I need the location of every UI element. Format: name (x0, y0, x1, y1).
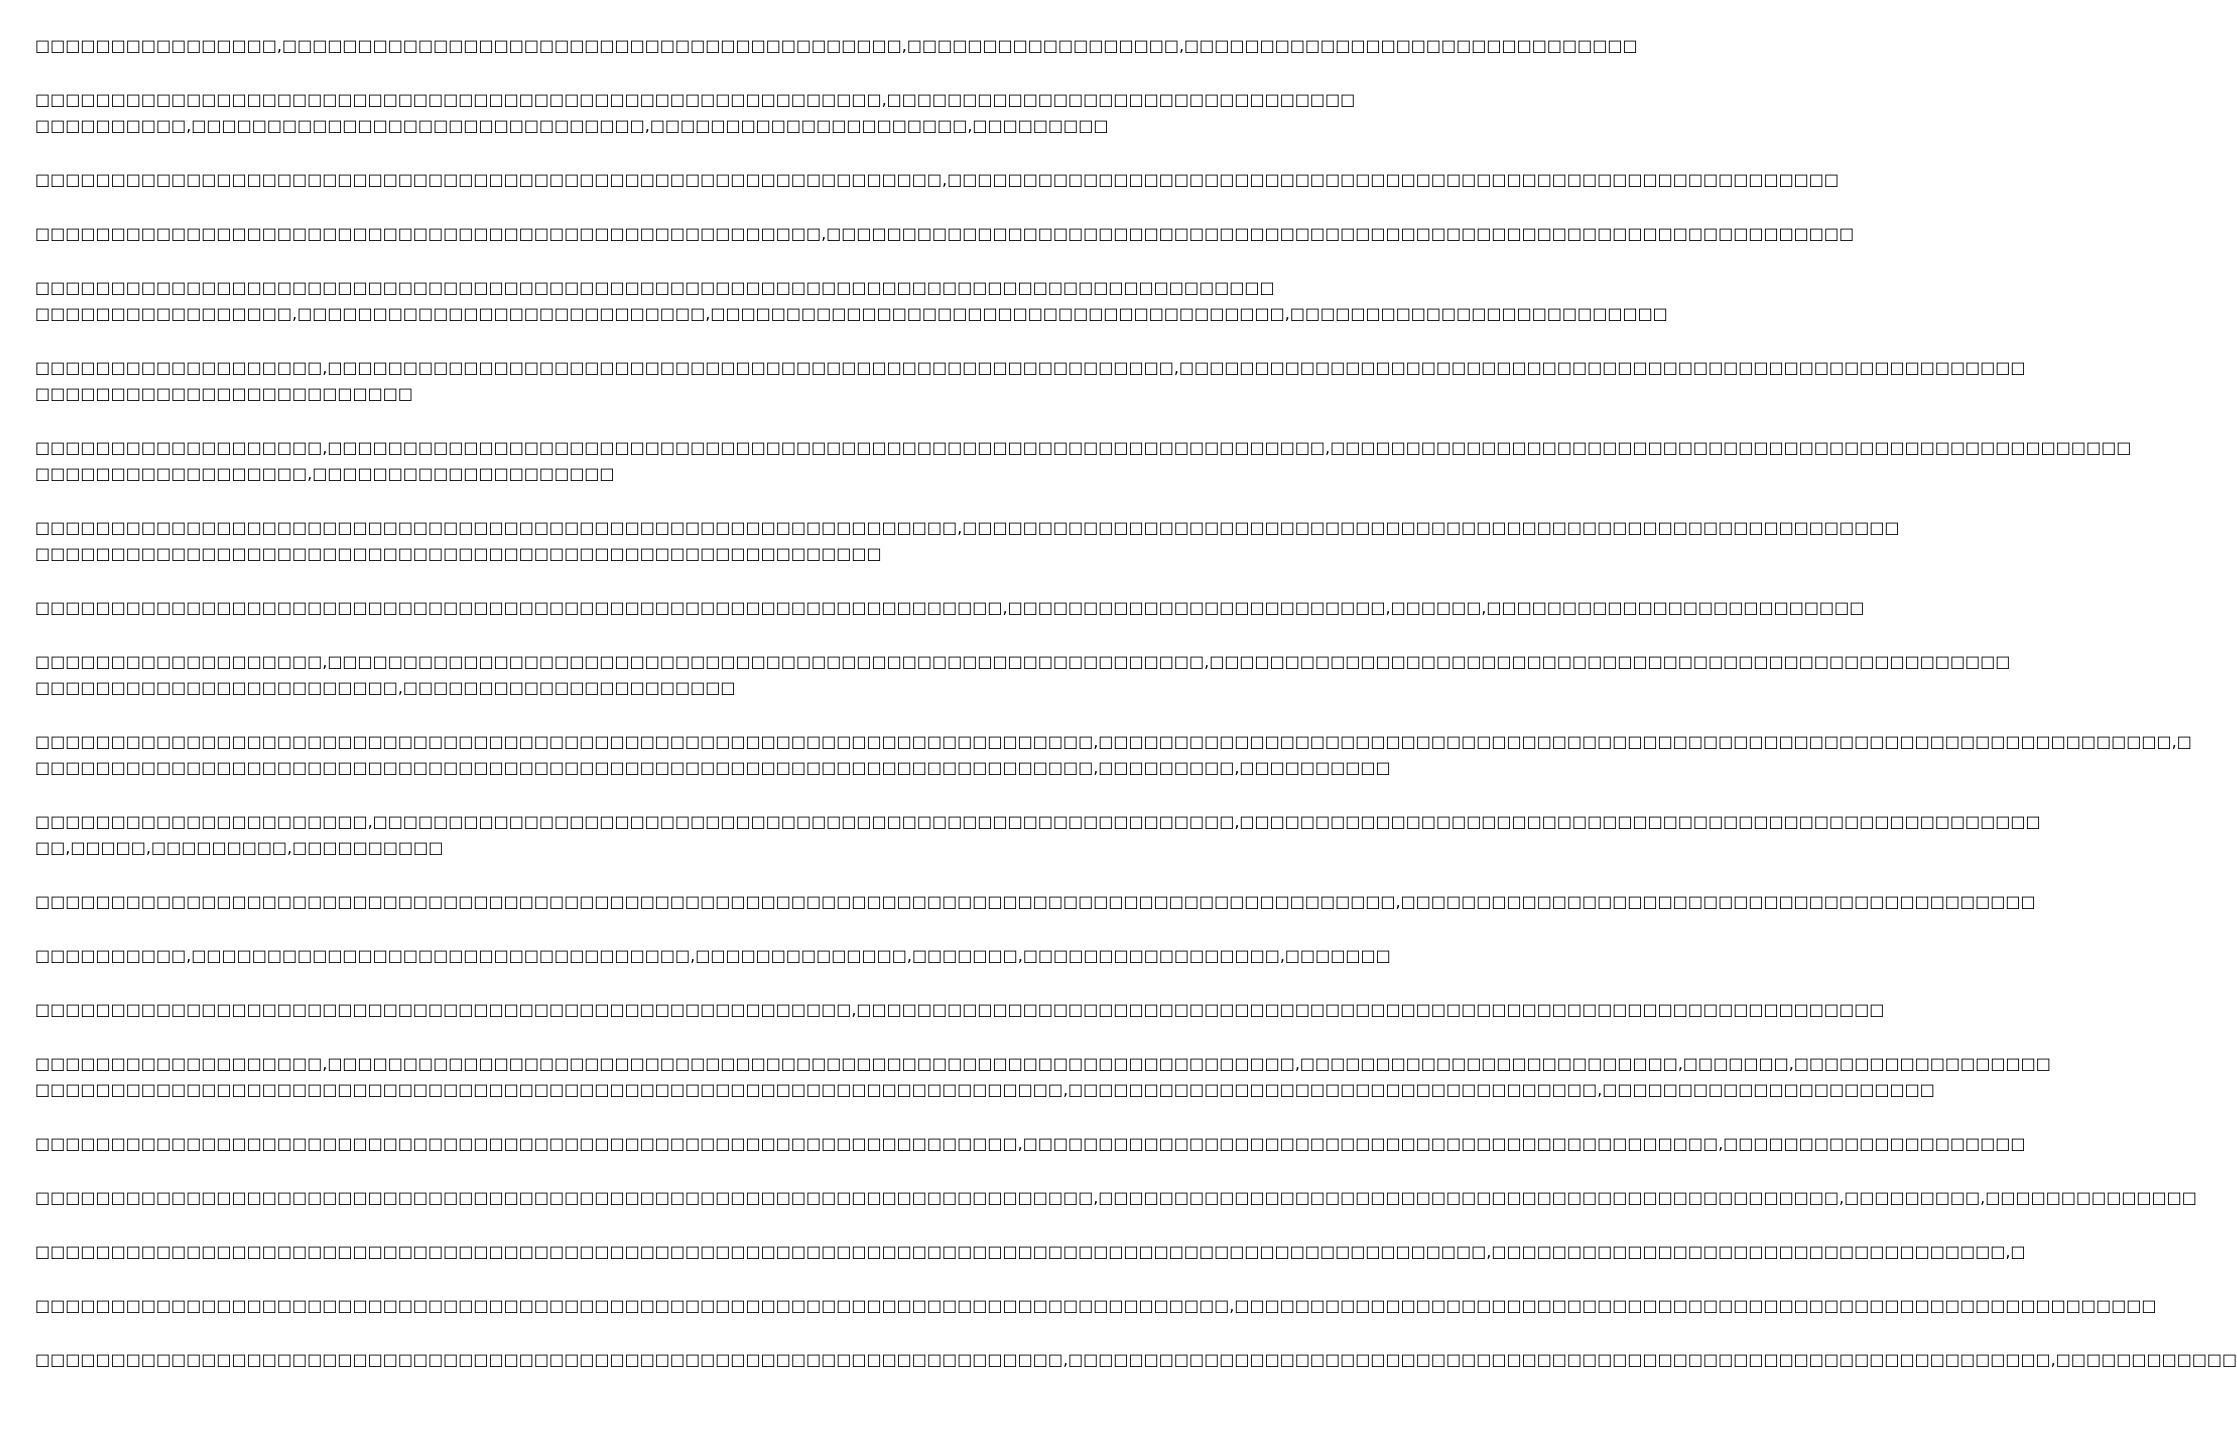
paragraph-line: □□□□□□□□□□□□□□□□□□□,□□□□□□□□□□□□□□□□□□□□□□□□□□□□□□□□□□□□□□□□□□□□□□□□□□□□□□□□□□□□□□□□,□□□□□□□□□□□□□□□□□□□□□□□□□,□□□□□□□,□□□□□□□□□□□□□□□□□ (35, 1054, 2051, 1073)
paragraph-line: □□□□□□□□□□□□□□□□□□□□□□□□□□□□□□□□□□□□□□□□□□□□□□□□□□□□□□□□□□□□□□□□□□□□□□□□□□□□□□□,□□□□□□□□□□□□□□□□□□□□□□□□□□□□□□□□□□□□□□□□□□□□□□□□□□□□□□□□□□□□□ (35, 1296, 2157, 1315)
paragraph-8 (35, 515, 1900, 567)
paragraph-line: □□□□□□□□□□□□□□□□□□□□□□□□□□□□□□□□□□□□□□□□□□□□□□□□□□□□□□□□□□□□□□□□□□□□,□□□□□□□□□□□□□□□□□□□□□□□□□□□□□□□□□□□□□□□□□□□□□□□□□□□□□□□□□□□□□□□□□,□□□□□□□□□□□□ (35, 1350, 2237, 1369)
paragraph-line: □□□□□□□□□□□□□□□□□□□□□□□□□□□□□□□□□□□□□□□□□□□□□□□□□□□□□□□□□□□□,□□□□□□□□□□□□□□□□□□□□□□□□□□□□□□□□□□□□□□□□□□□□□□□□□□□□□□□□□□□ (35, 170, 1840, 189)
paragraph-line: □□□□□□□□□□□□□□□□□□□□□□□□,□□□□□□□□□□□□□□□□□□□□□□ (35, 678, 736, 697)
paragraph-line: □□□□□□□□□□□□□□□□□□□□□□,□□□□□□□□□□□□□□□□□□□□□□□□□□□□□□□□□□□□□□□□□□□□□□□□□□□□□□□□□,□□□□□□□□□□□□□□□□□□□□□□□□□□□□□□□□□□□□□□□□□□□□□□□□□□□□□ (35, 812, 2041, 831)
paragraph-5 (35, 275, 1668, 327)
paragraph-line: □□□□□□□□□□□□□□□□□□□□□□□□□□□□□□□□□□□□□□□□□□□□□□□□□□□□□□,□□□□□□□□□□□□□□□□□□□□□□□□□□□□□□□□□□□□□□□□□□□□□□□□□□□□□□□□□□□□□□□□□□□□ (35, 1000, 1885, 1019)
paragraph-line: □□□□□□□□□□□□□□□□□□□□□□□□□□□□□□□□□□□□□□□□□□□□□□□□□□□□□□□□□□□□□□□□□□□□□□,□□□□□□□□□□□□□□□□□□□□□□□□□□□□□□□□□□□□□□□□□□□□□□□□□□□□□□□□□□□□□□□□□□□□□□□,□ (35, 732, 2192, 751)
paragraph-line: □□□□□□□□□□□□□□□□□□□□□□□□□□□□□□□□□□□□□□□□□□□□□□□□□□□□,□□□□□□□□□□□□□□□□□□□□□□□□□□□□□□□□□□□□□□□□□□□□□□□□□□□□□□□□□□□□□□□□□□□□ (35, 224, 1855, 243)
paragraph-line: □□□□□□□□□□□□□□□□□□□□□□□□□□□□□□□□□□□□□□□□□□□□□□□□□□□□□□□□□□□□□□□□□□□□□□□□□□□□□□□□□□□□□□□□□□,□□□□□□□□□□□□□□□□□□□□□□□□□□□□□□□□□□□□□□□□□□ (35, 892, 2036, 911)
paragraph-line: □□□□□□□□□□□□□□□□□,□□□□□□□□□□□□□□□□□□□□□□□□□□□,□□□□□□□□□□□□□□□□□□□□□□□□□□□□□□□□□□□□□□,□□□□□□□□□□□□□□□□□□□□□□□□□ (35, 304, 1668, 323)
paragraph-line: □□□□□□□□□□□□□□□□□□□□□□□□□□□□□□□□□□□□□□□□□□□□□□□□□□□□□□□□□□□□□□□□□□□□□□□□□□□□□□□□□□□□□□□□□□□□□□□□,□□□□□□□□□□□□□□□□□□□□□□□□□□□□□□□□□□,□ (35, 1242, 2026, 1261)
paragraph-line: □□□□□□□□□□□□□□□□□□□□□□□□□ (35, 384, 413, 403)
paragraph-line: □□□□□□□□□□□□□□□□□□□□□□□□□□□□□□□□□□□□□□□□□□□□□□□□□□□□□□□□□□□□□,□□□□□□□□□□□□□□□□□□□□□□□□□□□□□□□□□□□□□□□□□□□□□□□□□□□□□□□□□□□□□□ (35, 518, 1900, 537)
paragraph-line: □□□□□□□□□□□□□□□□□□□□□□□□□□□□□□□□□□□□□□□□□□□□□□□□□□□□□□□□□□□□□□□□□,□□□□□□□□□□□□□□□□□□□□□□□□□□□□□□□□□□□□□□□□□□□□□□,□□□□□□□□□□□□□□□□□□□□ (35, 1134, 2026, 1153)
paragraph-line: □□□□□□□□□□□□□□□□□□□,□□□□□□□□□□□□□□□□□□□□□□□□□□□□□□□□□□□□□□□□□□□□□□□□□□□□□□□□□□□□□□□□□□,□□□□□□□□□□□□□□□□□□□□□□□□□□□□□□□□□□□□□□□□□□□□□□□□□□□□□ (35, 438, 2132, 457)
paragraph-15 (35, 997, 1885, 1023)
paragraph-line: □□□□□□□□□□□□□□□□□□□□□□□□□□□□□□□□□□□□□□□□□□□□□□□□□□□□□□□□□□□□□□□□□□□□□□□□□□□□□□□□□□ (35, 278, 1275, 297)
paragraph-line: □□□□□□□□□□□□□□□□,□□□□□□□□□□□□□□□□□□□□□□□□□□□□□□□□□□□□□□□□□,□□□□□□□□□□□□□□□□□□,□□□□□□□□□□□□□□□□□□□□□□□□□□□□□□ (35, 36, 1638, 55)
paragraph-10 (35, 649, 2011, 701)
paragraph-18 (35, 1185, 2197, 1211)
paragraph-20 (35, 1293, 2157, 1319)
paragraph-6 (35, 355, 2026, 407)
paragraph-4 (35, 221, 1855, 247)
paragraph-line: □□□□□□□□□□□□□□□□□□□,□□□□□□□□□□□□□□□□□□□□□□□□□□□□□□□□□□□□□□□□□□□□□□□□□□□□□□□□□□,□□□□□□□□□□□□□□□□□□□□□□□□□□□□□□□□□□□□□□□□□□□□□□□□□□□□□ (35, 652, 2011, 671)
paragraph-3 (35, 167, 1840, 193)
paragraph-19 (35, 1239, 2026, 1265)
paragraph-21 (35, 1347, 2237, 1373)
paragraph-line: □□□□□□□□□□□□□□□□□□,□□□□□□□□□□□□□□□□□□□□ (35, 464, 615, 483)
paragraph-16 (35, 1051, 2051, 1103)
paragraph-line: □□,□□□□□,□□□□□□□□□,□□□□□□□□□□ (35, 838, 444, 857)
paragraph-line: □□□□□□□□□□□□□□□□□□□,□□□□□□□□□□□□□□□□□□□□□□□□□□□□□□□□□□□□□□□□□□□□□□□□□□□□□□□□,□□□□□□□□□□□□□□□□□□□□□□□□□□□□□□□□□□□□□□□□□□□□□□□□□□□□□□□□ (35, 358, 2026, 377)
paragraph-line: □□□□□□□□□□□□□□□□□□□□□□□□□□□□□□□□□□□□□□□□□□□□□□□□□□□□□□□□□□□□□□□□□□□□□□,□□□□□□□□□□□□□□□□□□□□□□□□□□□□□□□□□□□□□□□□□□□□□□□□□,□□□□□□□□□,□□□□□□□□□□□□□□ (35, 1188, 2197, 1207)
paragraph-12 (35, 809, 2041, 861)
paragraph-11 (35, 729, 2192, 781)
paragraph-line: □□□□□□□□□□□□□□□□□□□□□□□□□□□□□□□□□□□□□□□□□□□□□□□□□□□□□□□□ (35, 544, 882, 563)
paragraph-line: □□□□□□□□□□□□□□□□□□□□□□□□□□□□□□□□□□□□□□□□□□□□□□□□□□□□□□□□□□□□□□□□,□□□□□□□□□□□□□□□□□□□□□□□□□,□□□□□□,□□□□□□□□□□□□□□□□□□□□□□□□□ (35, 598, 1865, 617)
paragraph-line: □□□□□□□□□□,□□□□□□□□□□□□□□□□□□□□□□□□□□□□□□□□□,□□□□□□□□□□□□□□,□□□□□□□,□□□□□□□□□□□□□□□□□,□□□□□□□ (35, 946, 1391, 965)
paragraph-line: □□□□□□□□□□□□□□□□□□□□□□□□□□□□□□□□□□□□□□□□□□□□□□□□□□□□□□□□,□□□□□□□□□□□□□□□□□□□□□□□□□□□□□□□ (35, 90, 1356, 109)
paragraph-line: □□□□□□□□□□□□□□□□□□□□□□□□□□□□□□□□□□□□□□□□□□□□□□□□□□□□□□□□□□□□□□□□□□□□,□□□□□□□□□□□□□□□□□□□□□□□□□□□□□□□□□□□,□□□□□□□□□□□□□□□□□□□□□□ (35, 1080, 1935, 1099)
paragraph-1 (35, 33, 1638, 59)
paragraph-7 (35, 435, 2132, 487)
paragraph-2 (35, 87, 1356, 139)
paragraph-13 (35, 889, 2036, 915)
paragraph-17 (35, 1131, 2026, 1157)
paragraph-line: □□□□□□□□□□□□□□□□□□□□□□□□□□□□□□□□□□□□□□□□□□□□□□□□□□□□□□□□□□□□□□□□□□□□□□,□□□□□□□□□,□□□□□□□□□□ (35, 758, 1391, 777)
paragraph-14 (35, 943, 1391, 969)
paragraph-9 (35, 595, 1865, 621)
paragraph-line: □□□□□□□□□□,□□□□□□□□□□□□□□□□□□□□□□□□□□□□□□,□□□□□□□□□□□□□□□□□□□□□,□□□□□□□□□ (35, 116, 1109, 135)
